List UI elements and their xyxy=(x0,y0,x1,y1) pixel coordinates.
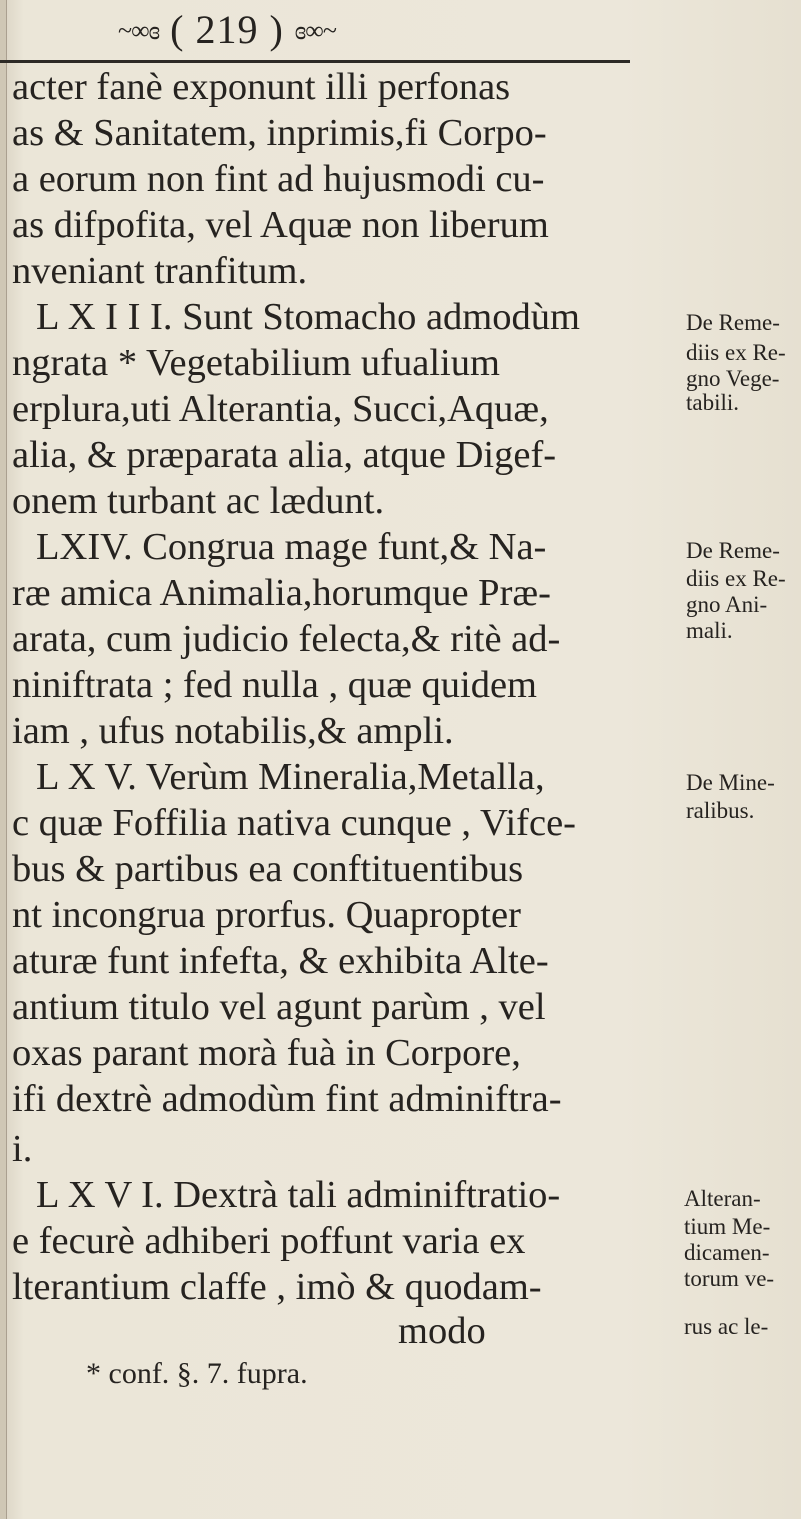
header-ornament-left: ~∞ɞ xyxy=(118,16,160,45)
text-line: c quæ Foffilia nativa cunque , Vifce- xyxy=(12,802,576,844)
margin-note-remedies-vegetable: diis ex Re- xyxy=(686,340,786,365)
margin-note-alterant-medicines: tium Me- xyxy=(684,1214,771,1239)
margin-note-remedies-animal: diis ex Re- xyxy=(686,566,786,591)
margin-note-alterant-medicines: torum ve- xyxy=(684,1266,775,1291)
margin-note-remedies-animal: De Reme- xyxy=(686,538,780,563)
section-heading-lxiii: L X I I I. Sunt Stomacho admodùm xyxy=(36,296,580,338)
text-line: acter fanè exponunt illi perfonas xyxy=(12,66,511,108)
margin-note-remedies-animal: mali. xyxy=(686,618,733,643)
text-line: erplura,uti Alterantia, Succi,Aquæ, xyxy=(12,388,549,430)
section-heading-lxv: L X V. Verùm Mineralia,Metalla, xyxy=(36,756,545,798)
text-line: niniftrata ; fed nulla , quæ quidem xyxy=(12,664,537,706)
margin-note-remedies-vegetable: tabili. xyxy=(686,390,740,415)
text-line: antium titulo vel agunt parùm , vel xyxy=(12,986,546,1028)
text-line: aturæ funt infefta, & exhibita Alte- xyxy=(12,940,549,982)
section-heading-lxvi: L X V I. Dextrà tali adminiftratio- xyxy=(36,1174,561,1216)
text-line: ifi dextrè admodùm fint adminiftra- xyxy=(12,1078,562,1120)
page-header xyxy=(118,4,336,57)
margin-note-alterant-medicines: dicamen- xyxy=(684,1240,770,1265)
text-line: oxas parant morà fuà in Corpore, xyxy=(12,1032,521,1074)
text-line: ræ amica Animalia,horumque Præ- xyxy=(12,572,551,614)
header-rule xyxy=(0,60,630,63)
footnote: * conf. §. 7. fupra. xyxy=(86,1357,308,1390)
margin-note-remedies-vegetable: gno Vege- xyxy=(686,366,780,391)
margin-note-minerals: ralibus. xyxy=(686,798,755,823)
text-line: arata, cum judicio felecta,& ritè ad- xyxy=(12,618,561,660)
margin-note-remedies-vegetable: De Reme- xyxy=(686,310,780,335)
header-ornament-right: ɞ∞~ xyxy=(294,16,336,45)
text-line: as difpofita, vel Aquæ non liberum xyxy=(12,204,549,246)
text-line: ngrata * Vegetabilium ufualium xyxy=(12,342,500,384)
section-heading-lxiv: LXIV. Congrua mage funt,& Na- xyxy=(36,526,547,568)
margin-note-alterant-medicines: rus ac le- xyxy=(684,1314,769,1339)
margin-note-minerals: De Mine- xyxy=(686,770,775,795)
text-line: as & Sanitatem, inprimis,fi Corpo- xyxy=(12,112,547,154)
text-line: lterantium claffe , imò & quodam- xyxy=(12,1266,542,1308)
binding-gutter xyxy=(0,0,7,1519)
text-line: nveniant tranfitum. xyxy=(12,250,308,292)
text-line: nt incongrua prorfus. Quapropter xyxy=(12,894,521,936)
text-line: bus & partibus ea conftituentibus xyxy=(12,848,524,890)
margin-note-remedies-animal: gno Ani- xyxy=(686,592,768,617)
text-line: modo xyxy=(398,1310,486,1352)
text-line: a eorum non fint ad hujusmodi cu- xyxy=(12,158,545,200)
text-line: i. xyxy=(12,1128,33,1170)
text-line: onem turbant ac lædunt. xyxy=(12,480,385,522)
page-number: ( 219 ) xyxy=(170,7,284,52)
margin-note-alterant-medicines: Alteran- xyxy=(684,1186,761,1211)
text-line: iam , ufus notabilis,& ampli. xyxy=(12,710,454,752)
text-line: e fecurè adhiberi poffunt varia ex xyxy=(12,1220,526,1262)
text-line: alia, & præparata alia, atque Digef- xyxy=(12,434,557,476)
